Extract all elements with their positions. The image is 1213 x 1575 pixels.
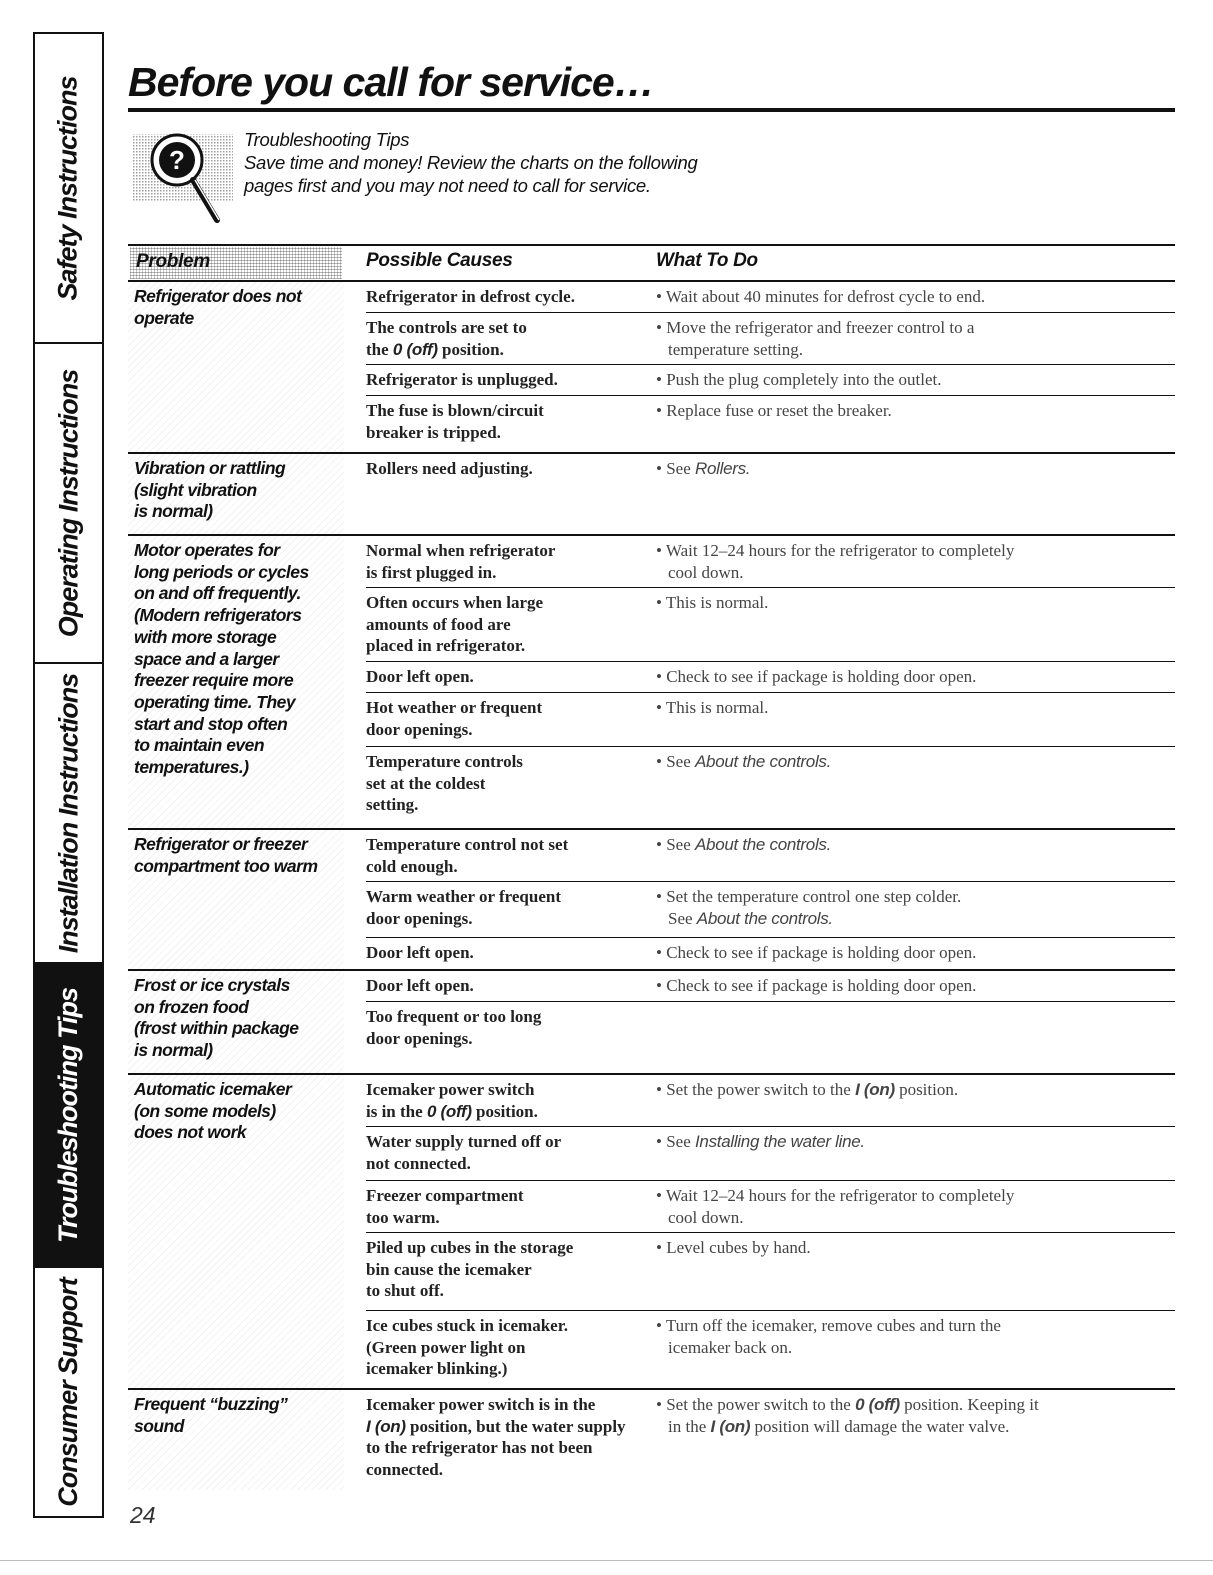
svg-text:?: ? [169,145,185,175]
cause-cell: Icemaker power switch is in the I (on) position, but the water supply to the refrigerator has not been connected. [366,1395,626,1479]
table-row [366,1002,1175,1073]
tab-consumer-support[interactable] [35,1268,102,1516]
todo-cell: • This is normal. [656,593,769,612]
page-title: Before you call for service… [128,59,654,105]
table-row [366,454,1175,534]
tips-title: Troubleshooting Tips [244,129,410,150]
todo-cell: • Set the power switch to the I (on) position. [656,1080,959,1099]
todo-cell: • Level cubes by hand. [656,1238,811,1257]
table-row [366,1181,1175,1233]
table-row [366,830,1175,882]
troubleshooting-table [128,244,1175,1490]
table-row [366,1233,1175,1311]
title-divider [128,108,1175,112]
problem-group [128,282,1175,454]
todo-cell: • See Rollers. [656,459,751,478]
table-row [366,365,1175,396]
todo-cell [656,1006,1175,1073]
todo-cell: • Check to see if package is holding door open. [656,667,977,686]
table-header [128,244,1175,282]
table-row [366,396,1175,452]
tab-installation-instructions[interactable] [35,664,102,964]
cause-cell: Refrigerator is unplugged. [366,370,558,389]
table-row [366,938,1175,969]
tab-label: Operating Instructions [53,369,83,637]
table-row [366,1127,1175,1181]
tips-line: pages first and you may not need to call for service. [244,175,651,196]
cause-cell: Door left open. [366,943,474,962]
page-bottom-rule [0,1560,1213,1561]
cause-cell: Piled up cubes in the storage bin cause the icemaker to shut off. [366,1238,574,1300]
cause-cell: Ice cubes stuck in icemaker. (Green power light on icemaker blinking.) [366,1316,568,1378]
table-row [366,588,1175,662]
tab-safety-instructions[interactable] [35,34,102,344]
table-row [366,1075,1175,1127]
problem-cell: Refrigerator does not operate [128,282,344,452]
table-row [366,747,1175,828]
todo-cell: • Check to see if package is holding door open. [656,943,977,962]
problem-group [128,536,1175,830]
table-row [366,1390,1175,1490]
todo-cell: • See About the controls. [656,835,832,854]
cause-cell: The fuse is blown/circuit breaker is tripped. [366,401,544,442]
todo-cell: • Turn off the icemaker, remove cubes and turn the icemaker back on. [656,1316,1001,1357]
table-row [366,693,1175,747]
todo-cell: • See Installing the water line. [656,1132,865,1151]
todo-cell: • Wait about 40 minutes for defrost cycle to end. [656,287,986,306]
todo-cell: • Move the refrigerator and freezer control to a temperature setting. [656,318,975,359]
table-row [366,882,1175,938]
problem-cell: Motor operates for long periods or cycles on and off frequently. (Modern refrigerators with more storage space and a larger freezer require more operating time. They start and stop often to maintain even temperatures.) [128,536,344,828]
problem-group [128,971,1175,1075]
todo-cell: • Replace fuse or reset the breaker. [656,401,892,420]
cause-cell: Water supply turned off or not connected. [366,1132,562,1173]
problem-group [128,1390,1175,1490]
cause-cell: Normal when refrigerator is first plugged in. [366,541,556,582]
problem-cell: Automatic icemaker (on some models) does not work [128,1075,344,1388]
tab-operating-instructions[interactable] [35,344,102,664]
cause-cell: Temperature control not set cold enough. [366,835,569,876]
tab-label: Installation Instructions [53,673,83,953]
cause-cell: Too frequent or too long door openings. [366,1007,542,1048]
tab-label: Consumer Support [53,1277,84,1507]
todo-cell: • Check to see if package is holding door open. [656,976,977,995]
question-magnifier-icon [133,124,233,224]
page-number: 24 [130,1502,156,1528]
cause-cell: Refrigerator in defrost cycle. [366,287,575,306]
troubleshooting-intro [244,128,697,197]
cause-cell: Temperature controls set at the coldest setting. [366,752,523,814]
todo-cell: • See About the controls. [656,752,832,771]
problem-cell: Frequent “buzzing” sound [128,1390,344,1490]
todo-cell: • This is normal. [656,698,769,717]
todo-cell: • Wait 12–24 hours for the refrigerator to completely cool down. [656,541,1015,582]
cause-cell: Icemaker power switch is in the 0 (off) position. [366,1080,538,1121]
todo-cell: • Push the plug completely into the outlet. [656,370,942,389]
table-row [366,971,1175,1002]
cause-cell: The controls are set to the 0 (off) position. [366,318,527,359]
section-tab-strip [33,32,104,1518]
problem-group [128,454,1175,536]
cause-cell: Rollers need adjusting. [366,459,533,478]
tips-line: Save time and money! Review the charts on the following [244,152,698,173]
column-header-causes: Possible Causes [366,250,513,271]
cause-cell: Often occurs when large amounts of food are placed in refrigerator. [366,593,544,655]
cause-cell: Warm weather or frequent door openings. [366,887,561,928]
problem-cell: Refrigerator or freezer compartment too warm [128,830,344,969]
table-row [366,282,1175,313]
table-row [366,536,1175,588]
todo-cell: • Wait 12–24 hours for the refrigerator to completely cool down. [656,1186,1015,1227]
table-row [366,1311,1175,1388]
tab-troubleshooting-tips[interactable] [35,964,102,1268]
problem-cell: Vibration or rattling (slight vibration is normal) [128,454,344,534]
todo-cell: • Set the power switch to the 0 (off) position. Keeping it in the I (on) position will damage the water valve. [656,1395,1039,1436]
cause-cell: Door left open. [366,976,474,995]
problem-group [128,830,1175,971]
problem-cell: Frost or ice crystals on frozen food (frost within package is normal) [128,971,344,1073]
tab-label: Safety Instructions [53,75,83,301]
cause-cell: Hot weather or frequent door openings. [366,698,543,739]
problem-group [128,1075,1175,1390]
table-row [366,313,1175,365]
column-header-todo: What To Do [656,250,758,271]
cause-cell: Door left open. [366,667,474,686]
table-row [366,662,1175,693]
cause-cell: Freezer compartment too warm. [366,1186,524,1227]
todo-cell: • Set the temperature control one step colder. See About the controls. [656,887,962,928]
tab-label: Troubleshooting Tips [53,987,83,1243]
column-header-problem: Problem [130,247,342,279]
